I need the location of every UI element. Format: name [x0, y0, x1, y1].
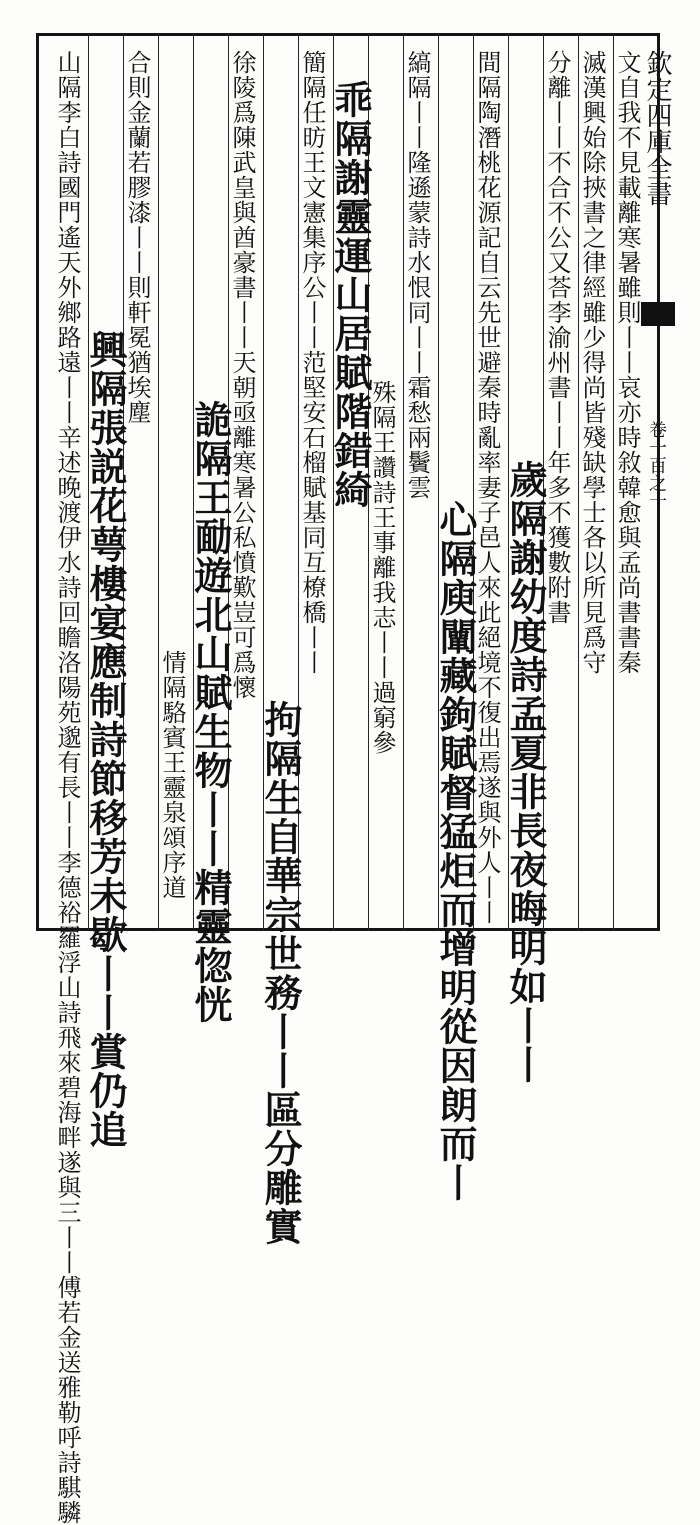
volume-indicator: 卷一百之十 [646, 420, 667, 510]
text-column: 山隔李白詩國門遙天外鄉路遠丨丨辛述晚渡伊水詩回瞻洛陽苑邈有長丨丨李德裕羅浮山詩飛來碧海畔遂與三丨丨傅若金送雅勒呼詩騏驎 [53, 50, 81, 1525]
text-column: 徐陵爲陳武皇與酋豪書丨丨天朝亟離寒暑公私憤歎豈可爲懷 [228, 50, 256, 700]
text-column: 合則金蘭若膠漆丨丨則軒冕猶埃塵 [123, 50, 151, 425]
entry-column: 拘隔生自華宗世務丨丨區分雕實 [258, 700, 303, 1246]
entry-column: 乖隔謝靈運山居賦階錯綺 [328, 80, 373, 509]
text-column: 文自我不見載離寒暑雖則丨丨哀亦時敘韓愈與孟尚書書秦 [613, 50, 641, 675]
fishtail-mark [641, 302, 675, 326]
text-column: 間隔陶潛桃花源記自云先世避秦時亂率妻子邑人來此絕境不復出焉遂與外人丨丨 [473, 50, 501, 925]
entry-column: 心隔庾闡藏鉤賦督猛炬而增明從因朗而丨 [433, 500, 478, 1202]
text-column: 簡隔任昉王文憲集序公丨丨范堅安石榴賦基同互橑橋丨丨 [298, 50, 326, 675]
text-column: 縞隔丨丨隆遜蒙詩水恨同丨丨霜愁兩鬢雲 [403, 50, 431, 500]
text-column: 分離丨丨不合不公又荅李渝州書丨丨年多不獲數附書 [543, 50, 571, 625]
entry-column: 詭隔王勔遊北山賦生物丨丨精靈惚恍 [188, 400, 233, 1024]
entry-column: 歲隔謝幼度詩孟夏非長夜晦明如丨丨 [503, 460, 548, 1084]
text-column: 殊隔王讚詩王事離我志丨丨過窮參 [368, 380, 396, 755]
entry-column: 興隔張説花萼樓宴應制詩節移芳未歇丨丨賞仍追 [83, 330, 128, 1149]
book-banner: 欽定四庫全書 [642, 50, 672, 206]
text-column: 情隔駱賓王靈泉頌序道 [158, 650, 186, 900]
text-column: 滅漢興始除挾書之律經雖少得尚皆殘缺學士各以所見爲守 [578, 50, 606, 675]
